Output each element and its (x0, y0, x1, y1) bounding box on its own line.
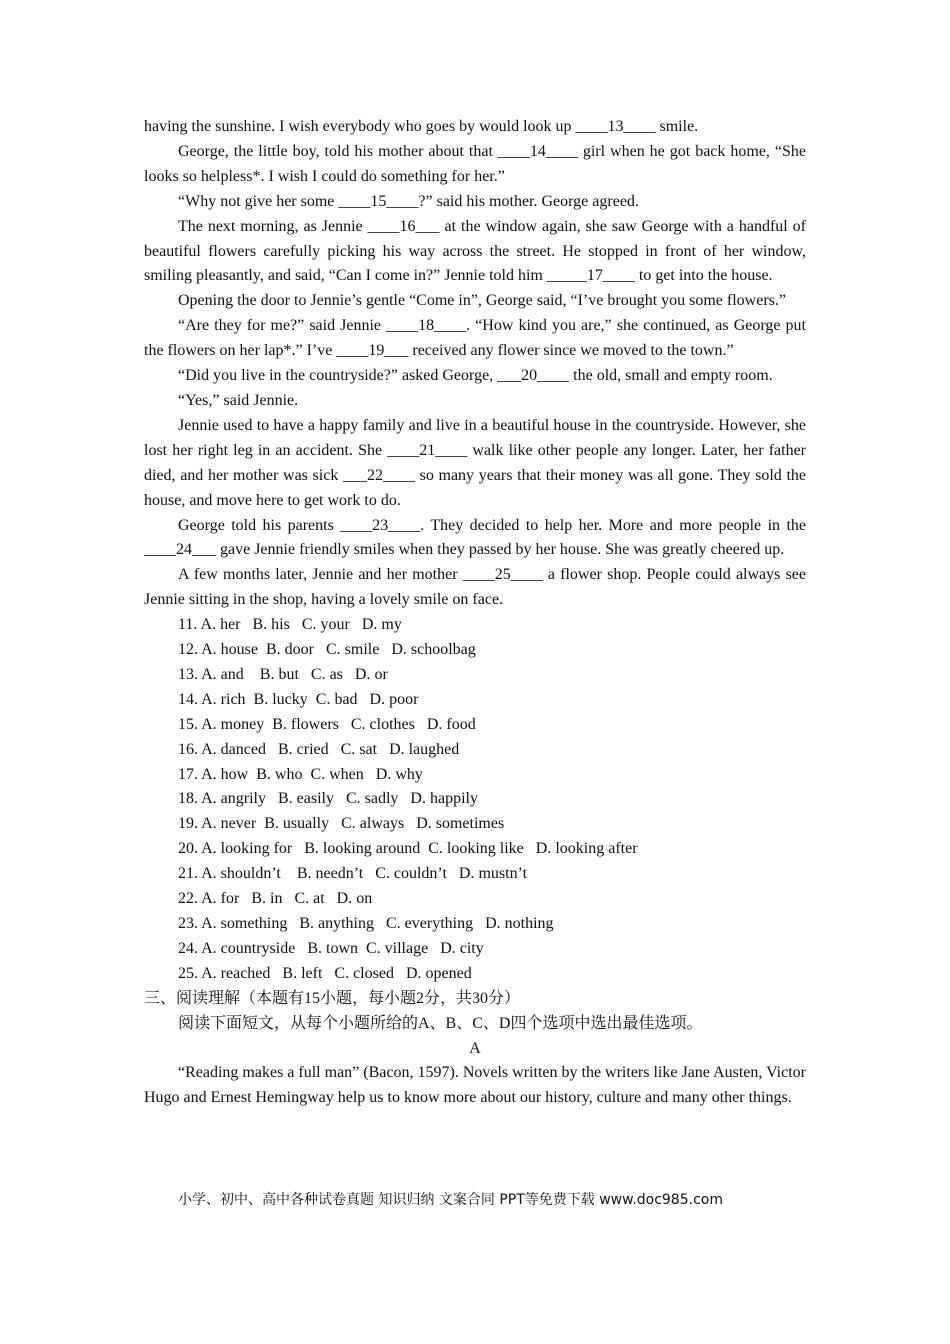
reading-section (144, 987, 806, 1112)
option-line-19: 19. A. never B. usually C. always D. sometimes (178, 815, 505, 833)
option-line-16: 16. A. danced B. cried C. sat D. laughed (178, 740, 460, 758)
option-line-25: 25. A. reached B. left C. closed D. opened (178, 964, 472, 982)
option-line-13: 13. A. and B. but C. as D. or (178, 665, 388, 683)
reading-paragraph: “Reading makes a full man” (Bacon, 1597). Novels written by the writers like Jane Austen, Victor Hugo and Ernest Hemingway help us to know more about our history, culture and many other things. (144, 1064, 806, 1107)
option-line-18: 18. A. angrily B. easily C. sadly D. happily (178, 790, 478, 808)
document-page (144, 115, 806, 1111)
option-line-17: 17. A. how B. who C. when D. why (178, 765, 423, 783)
passage-paragraph-8: “Yes,” said Jennie. (178, 391, 299, 409)
cloze-passage (144, 115, 806, 613)
passage-paragraph-1: having the sunshine. I wish everybody who goes by would look up ____13____ smile. (144, 118, 699, 135)
passage-paragraph-4: The next morning, as Jennie ____16___ at the window again, she saw George with a handful of beautiful flowers carefully picking his way across the street. He stopped in front of her window, smiling pleasantly, and said, “Can I come in?” Jennie told him _____17____ to get into the house. (144, 217, 806, 285)
passage-paragraph-11: A few months later, Jennie and her mother ____25____ a flower shop. People could always see Jennie sitting in the shop, having a lovely smile on face. (144, 566, 806, 609)
option-line-15: 15. A. money B. flowers C. clothes D. food (178, 715, 476, 733)
option-line-22: 22. A. for B. in C. at D. on (178, 890, 373, 908)
option-line-24: 24. A. countryside B. town C. village D. city (178, 939, 484, 957)
option-line-23: 23. A. something B. anything C. everything D. nothing (178, 915, 554, 932)
passage-paragraph-2: George, the little boy, told his mother about that ____14____ girl when he got back home, “She looks so helpless*. I wish I could do something for her.” (144, 142, 806, 185)
passage-label: A (469, 1039, 481, 1057)
page-footer: 小学、初中、高中各种试卷真题 知识归纳 文案合同 PPT等免费下载 www.doc985.com (178, 1192, 723, 1208)
passage-paragraph-6: “Are they for me?” said Jennie ____18____. “How kind you are,” she continued, as George put the flowers on her lap*.” I’ve ____19___ received any flower since we moved to the town.” (144, 317, 806, 360)
passage-paragraph-10: George told his parents ____23____. They decided to help her. More and more people in the ____24___ gave Jennie friendly smiles when they passed by her house. She was greatly cheered up. (144, 516, 806, 559)
answer-options (144, 613, 806, 987)
option-line-20: 20. A. looking for B. looking around C. looking like D. looking after (178, 840, 638, 858)
option-line-11: 11. A. her B. his C. your D. my (178, 616, 402, 634)
passage-paragraph-5: Opening the door to Jennie’s gentle “Come in”, George said, “I’ve brought you some flowers.” (178, 292, 786, 310)
option-line-14: 14. A. rich B. lucky C. bad D. poor (178, 690, 419, 708)
passage-paragraph-9: Jennie used to have a happy family and live in a beautiful house in the countryside. However, she lost her right leg in an accident. She ____21____ walk like other people any longer. Later, her father died, and her mother was sick ___22____ so many years that their money was all gone. They sold the house, and move here to get work to do. (144, 416, 806, 509)
option-line-12: 12. A. house B. door C. smile D. schoolbag (178, 641, 476, 659)
section-heading: 三、阅读理解（本题有15小题，每小题2分，共30分） (144, 989, 521, 1007)
option-line-21: 21. A. shouldn’t B. needn’t C. couldn’t D. mustn’t (178, 865, 528, 883)
passage-paragraph-7: “Did you live in the countryside?” asked George, ___20____ the old, small and empty room. (178, 367, 773, 385)
passage-paragraph-3: “Why not give her some ____15____?” said his mother. George agreed. (178, 192, 639, 210)
section-instruction: 阅读下面短文，从每个小题所给的A、B、C、D四个选项中选出最佳选项。 (178, 1014, 703, 1032)
